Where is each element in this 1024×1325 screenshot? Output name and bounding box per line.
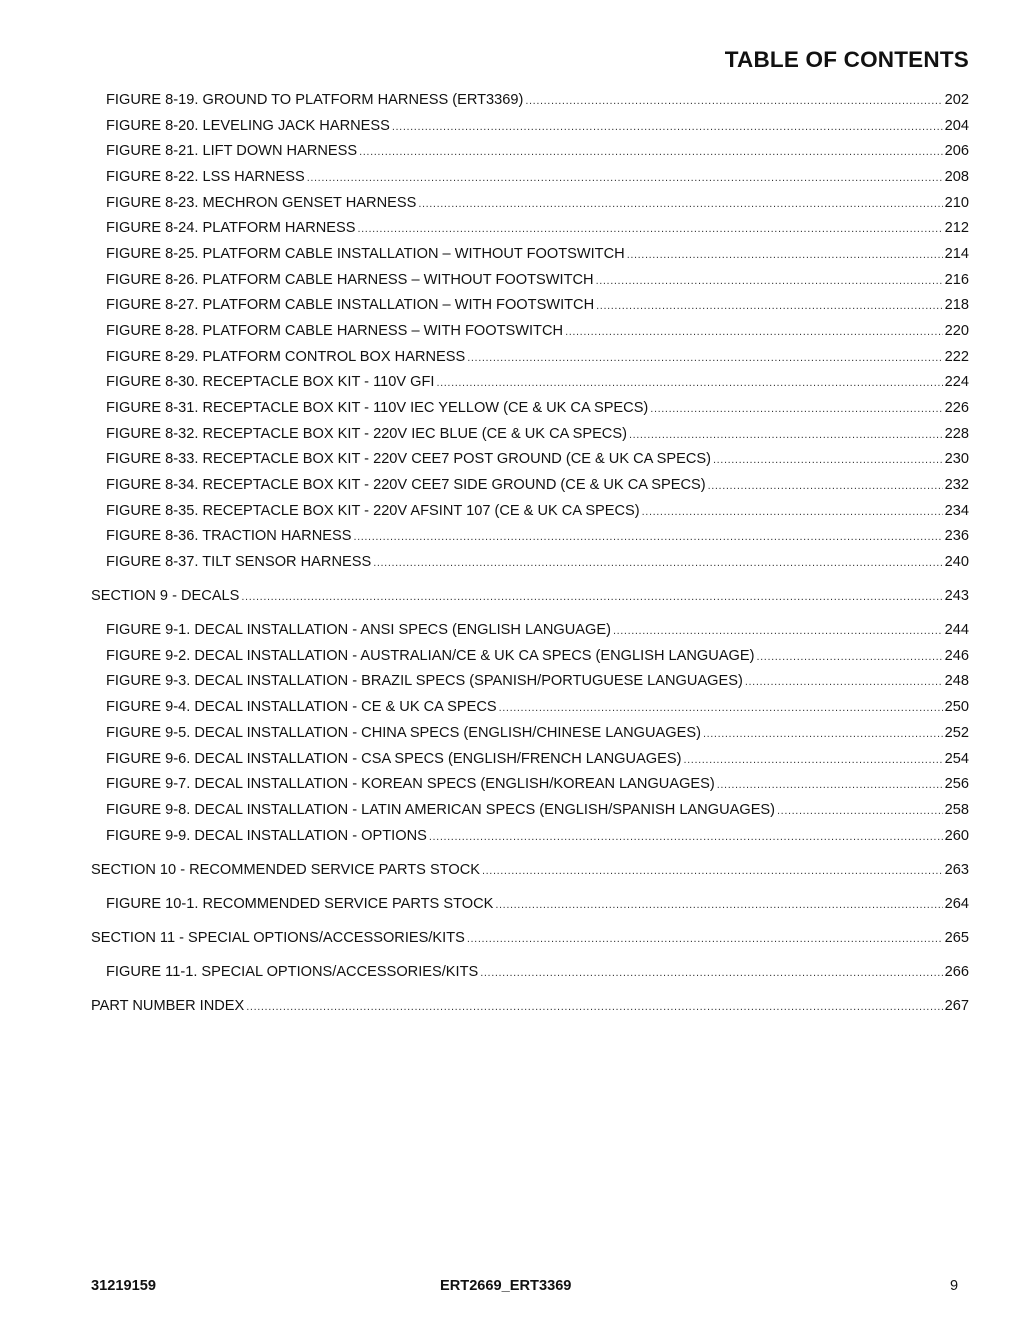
toc-entry-page: 214 [944, 246, 969, 262]
dot-leader [757, 648, 943, 666]
toc-entry-label: FIGURE 9-2. DECAL INSTALLATION - AUSTRALIAN/CE & UK CA SPECS (ENGLISH LANGUAGE) [106, 648, 755, 664]
toc-entry-label: FIGURE 8-29. PLATFORM CONTROL BOX HARNESS [106, 349, 466, 365]
dot-leader [480, 964, 942, 982]
toc-section-entry[interactable] [91, 587, 969, 605]
toc-entry-label: FIGURE 8-26. PLATFORM CABLE HARNESS – WITHOUT FOOTSWITCH [106, 272, 594, 288]
toc-entry-label: FIGURE 8-33. RECEPTACLE BOX KIT - 220V CEE7 POST GROUND (CE & UK CA SPECS) [106, 451, 711, 467]
toc-entry-page: 267 [944, 998, 969, 1014]
dot-leader [525, 92, 942, 110]
dot-leader [613, 622, 943, 640]
dot-leader [627, 246, 943, 264]
dot-leader [596, 272, 943, 290]
toc-entry-page: 236 [944, 528, 969, 544]
toc-entry-page: 264 [944, 896, 969, 912]
toc-entry-label: FIGURE 8-20. LEVELING JACK HARNESS [106, 118, 390, 134]
dot-leader [565, 323, 943, 341]
toc-entry[interactable] [106, 647, 969, 665]
toc-entry[interactable] [106, 895, 969, 913]
toc-entry-page: 254 [944, 751, 969, 767]
toc-entry-page: 250 [944, 699, 969, 715]
dot-leader [429, 828, 943, 846]
toc-entry-label: FIGURE 8-34. RECEPTACLE BOX KIT - 220V CEE7 SIDE GROUND (CE & UK CA SPECS) [106, 477, 706, 493]
footer-page-number: 9 [950, 1278, 959, 1294]
toc-entry-label: SECTION 9 - DECALS [91, 588, 240, 604]
toc-entry[interactable] [106, 142, 969, 160]
dot-leader [708, 477, 943, 495]
toc-section-entry[interactable] [91, 861, 969, 879]
toc-entry[interactable] [106, 502, 969, 520]
toc-entry-page: 266 [944, 964, 969, 980]
dot-leader [467, 930, 943, 948]
toc-entry-page: 208 [944, 169, 969, 185]
toc-entry-page: 222 [944, 349, 969, 365]
dot-leader [777, 802, 943, 820]
toc-entry-label: FIGURE 9-1. DECAL INSTALLATION - ANSI SPECS (ENGLISH LANGUAGE) [106, 622, 611, 638]
toc-entry-page: 244 [944, 622, 969, 638]
dot-leader [596, 297, 943, 315]
toc-entry-page: 240 [944, 554, 969, 570]
toc-entry-label: FIGURE 8-24. PLATFORM HARNESS [106, 220, 356, 236]
toc-entry[interactable] [106, 399, 969, 417]
toc-entry-label: FIGURE 8-32. RECEPTACLE BOX KIT - 220V IEC BLUE (CE & UK CA SPECS) [106, 426, 627, 442]
toc-entry-label: FIGURE 9-6. DECAL INSTALLATION - CSA SPECS (ENGLISH/FRENCH LANGUAGES) [106, 751, 682, 767]
toc-entry[interactable] [106, 801, 969, 819]
dot-leader [467, 349, 942, 367]
dot-leader [499, 699, 943, 717]
toc-entry-page: 258 [944, 802, 969, 818]
dot-leader [629, 426, 943, 444]
dot-leader [392, 118, 943, 136]
toc-entry-label: FIGURE 8-21. LIFT DOWN HARNESS [106, 143, 358, 159]
toc-entry-label: FIGURE 8-19. GROUND TO PLATFORM HARNESS (ERT3369) [106, 92, 524, 108]
dot-leader [713, 451, 943, 469]
toc-entry-label: FIGURE 8-36. TRACTION HARNESS [106, 528, 352, 544]
toc-entry-page: 206 [944, 143, 969, 159]
toc-entry-page: 230 [944, 451, 969, 467]
dot-leader [418, 195, 942, 213]
toc-entry-label: FIGURE 8-27. PLATFORM CABLE INSTALLATION – WITH FOOTSWITCH [106, 297, 595, 313]
toc-entry-label: FIGURE 9-5. DECAL INSTALLATION - CHINA SPECS (ENGLISH/CHINESE LANGUAGES) [106, 725, 701, 741]
dot-leader [353, 528, 942, 546]
dot-leader [495, 896, 942, 914]
toc-entry[interactable] [106, 245, 969, 263]
dot-leader [703, 725, 943, 743]
dot-leader [650, 400, 942, 418]
toc-entry-label: PART NUMBER INDEX [91, 998, 245, 1014]
toc-entry-label: FIGURE 8-22. LSS HARNESS [106, 169, 305, 185]
toc-entry-page: 232 [944, 477, 969, 493]
toc-entry-label: FIGURE 8-25. PLATFORM CABLE INSTALLATION – WITHOUT FOOTSWITCH [106, 246, 625, 262]
dot-leader [246, 998, 942, 1016]
dot-leader [358, 220, 943, 238]
toc-entry-label: FIGURE 8-35. RECEPTACLE BOX KIT - 220V AFSINT 107 (CE & UK CA SPECS) [106, 503, 640, 519]
toc-entry-page: 260 [944, 828, 969, 844]
dot-leader [436, 374, 942, 392]
toc-entry-page: 210 [944, 195, 969, 211]
toc-entry-label: SECTION 11 - SPECIAL OPTIONS/ACCESSORIES/KITS [91, 930, 465, 946]
toc-entry-page: 212 [944, 220, 969, 236]
toc-entry-label: SECTION 10 - RECOMMENDED SERVICE PARTS STOCK [91, 862, 480, 878]
toc-entry[interactable] [106, 827, 969, 845]
toc-entry-label: FIGURE 9-4. DECAL INSTALLATION - CE & UK CA SPECS [106, 699, 497, 715]
toc-entry-label: FIGURE 11-1. SPECIAL OPTIONS/ACCESSORIES/KITS [106, 964, 479, 980]
toc-entry[interactable] [106, 194, 969, 212]
toc-entry[interactable] [106, 322, 969, 340]
toc-entry-page: 228 [944, 426, 969, 442]
toc-entry-page: 218 [944, 297, 969, 313]
toc-entry-page: 204 [944, 118, 969, 134]
dot-leader [241, 588, 942, 606]
toc-entry-label: FIGURE 8-23. MECHRON GENSET HARNESS [106, 195, 417, 211]
toc-entry[interactable] [106, 750, 969, 768]
dot-leader [482, 862, 943, 880]
toc-entry[interactable] [106, 348, 969, 366]
toc-entry-label: FIGURE 8-31. RECEPTACLE BOX KIT - 110V IEC YELLOW (CE & UK CA SPECS) [106, 400, 649, 416]
toc-entry[interactable] [106, 219, 969, 237]
dot-leader [717, 776, 943, 794]
toc-entry[interactable] [106, 621, 969, 639]
page-title: TABLE OF CONTENTS [724, 47, 969, 72]
toc-entry[interactable] [106, 296, 969, 314]
toc-entry-page: 224 [944, 374, 969, 390]
toc-entry-page: 248 [944, 673, 969, 689]
toc-entry-label: FIGURE 9-3. DECAL INSTALLATION - BRAZIL SPECS (SPANISH/PORTUGUESE LANGUAGES) [106, 673, 743, 689]
toc-entry[interactable] [106, 91, 969, 109]
toc-entry-page: 246 [944, 648, 969, 664]
toc-section-entry[interactable] [91, 997, 969, 1015]
toc-entry-page: 243 [944, 588, 969, 604]
toc-entry[interactable] [106, 963, 969, 981]
toc-entry-page: 265 [944, 930, 969, 946]
toc-entry[interactable] [106, 698, 969, 716]
toc-entry-page: 202 [944, 92, 969, 108]
toc-entry-label: FIGURE 9-9. DECAL INSTALLATION - OPTIONS [106, 828, 427, 844]
toc-entry[interactable] [106, 450, 969, 468]
toc-entry-label: FIGURE 9-8. DECAL INSTALLATION - LATIN AMERICAN SPECS (ENGLISH/SPANISH LANGUAGES) [106, 802, 776, 818]
toc-entry-label: FIGURE 8-37. TILT SENSOR HARNESS [106, 554, 372, 570]
toc-entry-page: 226 [944, 400, 969, 416]
dot-leader [642, 503, 943, 521]
toc-entry-page: 216 [944, 272, 969, 288]
dot-leader [373, 554, 942, 572]
toc-entry[interactable] [106, 373, 969, 391]
dot-leader [684, 751, 943, 769]
toc-entry-label: FIGURE 10-1. RECOMMENDED SERVICE PARTS STOCK [106, 896, 494, 912]
toc-entry-label: FIGURE 8-28. PLATFORM CABLE HARNESS – WITH FOOTSWITCH [106, 323, 564, 339]
toc-section-entry[interactable] [91, 929, 969, 947]
dot-leader [307, 169, 943, 187]
toc-entry-page: 263 [944, 862, 969, 878]
toc-entry-label: FIGURE 8-30. RECEPTACLE BOX KIT - 110V GFI [106, 374, 435, 390]
toc-entry[interactable] [106, 117, 969, 135]
toc-entry[interactable] [106, 168, 969, 186]
footer-doc-number: 31219159 [91, 1278, 156, 1294]
toc-entry-page: 234 [944, 503, 969, 519]
toc-entry[interactable] [106, 527, 969, 545]
toc-entry[interactable] [106, 476, 969, 494]
toc-entry-page: 256 [944, 776, 969, 792]
toc-entry[interactable] [106, 425, 969, 443]
dot-leader [745, 673, 943, 691]
toc-entry[interactable] [106, 724, 969, 742]
toc-entry[interactable] [106, 775, 969, 793]
toc-entry-page: 220 [944, 323, 969, 339]
toc-entry-page: 252 [944, 725, 969, 741]
toc-entry[interactable] [106, 271, 969, 289]
toc-entry-label: FIGURE 9-7. DECAL INSTALLATION - KOREAN SPECS (ENGLISH/KOREAN LANGUAGES) [106, 776, 715, 792]
footer-model: ERT2669_ERT3369 [440, 1278, 572, 1294]
toc-entry[interactable] [106, 672, 969, 690]
toc-entry[interactable] [106, 553, 969, 571]
dot-leader [359, 143, 943, 161]
